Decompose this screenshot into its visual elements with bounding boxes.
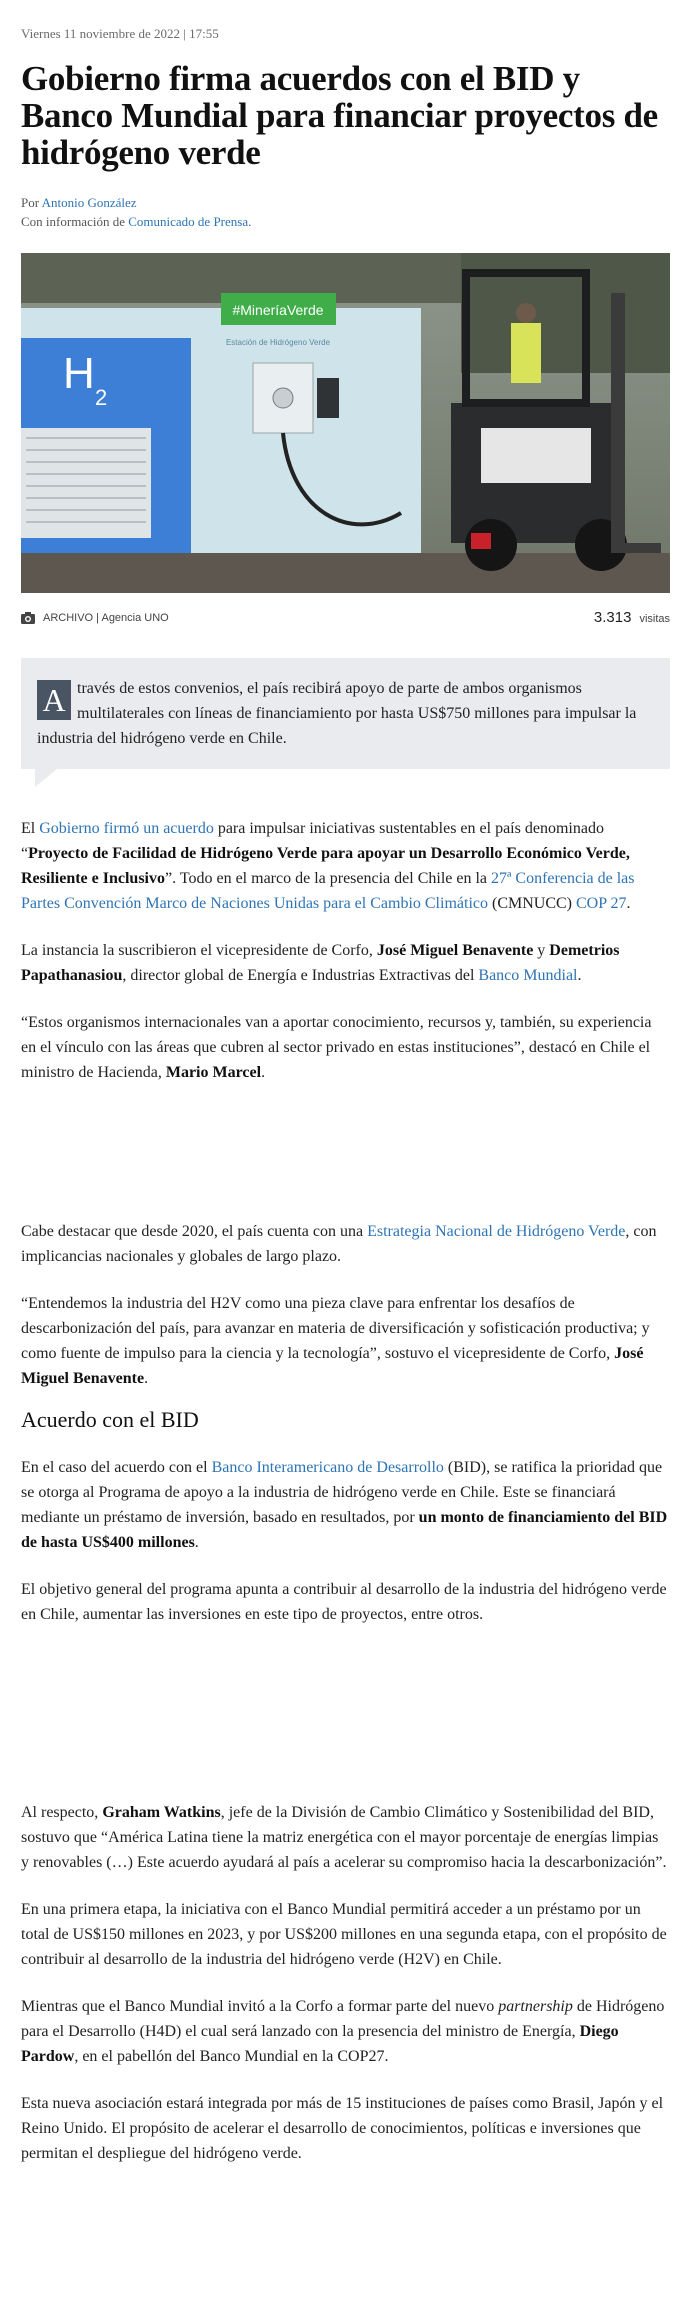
byline-por: Por: [21, 195, 40, 210]
name-benavente: José Miguel Benavente: [376, 942, 534, 959]
byline-info-prefix: Con información de: [21, 214, 125, 229]
paragraph-11: Esta nueva asociación estará integrada por más de 15 instituciones de países como Brasil, Japón y el Reino Unido. El propósito de acelerar el desarrollo de conocimientos, políticas e inversiones que permitan el despliegue del hidrógeno verde.: [21, 2095, 664, 2162]
publish-date: Viernes 11 noviembre de 2022 | 17:55: [21, 26, 219, 41]
press-release-link[interactable]: Comunicado de Prensa: [128, 214, 249, 229]
project-name: Proyecto de Facilidad de Hidrógeno Verde para apoyar un Desarrollo Económico Verde, Resiliente e Inclusivo: [21, 845, 630, 887]
photo-illustration: [21, 253, 670, 593]
author-link[interactable]: Antonio González: [41, 195, 137, 210]
name-papathanasiou: Demetrios Papathanasiou: [21, 942, 620, 984]
paragraph-9: En una primera etapa, la iniciativa con el Banco Mundial permitirá acceder a un préstamo por un total de US$150 millones en 2023, y por US$200 millones en una segunda etapa, con el propósito de contribuir al desarrollo de la industria del hidrógeno verde (H2V) en Chile.: [21, 1901, 667, 1968]
paragraph-8: Al respecto, Graham Watkins, jefe de la División de Cambio Climático y Sostenibilidad del BID, sostuvo que “América Latina tiene la matriz energética con el mayor porcentaje de energías limpias y renovables (…) Este acuerdo ayudará al país a acelerar su compromiso hacia la descarbonización”.: [21, 1804, 667, 1871]
paragraph-5: “Entendemos la industria del H2V como una pieza clave para enfrentar los desafíos de descarbonización del país, para avanzar en materia de diversificación y sofisticación productiva; y como fuente de impulso para la ciencia y la tecnología”, sostuvo el vicepresidente de Corfo, José Miguel Benavente.: [21, 1295, 650, 1387]
bid-amount: un monto de financiamiento del BID de hasta US$400 millones: [21, 1509, 668, 1551]
paragraph-6: En el caso del acuerdo con el Banco Interamericano de Desarrollo (BID), se ratifica la prioridad que se otorga al Programa de apoyo a la industria de hidrógeno verde en Chile. Este se financiará mediante un préstamo de inversión, basado en resultados, por un monto de financiamiento del BID de hasta US$400 millones.: [21, 1459, 668, 1551]
article: [0, 26, 691, 2166]
name-pardow: Diego Pardow: [21, 2023, 619, 2065]
lead-dropcap: A: [37, 680, 71, 720]
link-bid[interactable]: Banco Interamericano de Desarrollo: [211, 1459, 444, 1476]
h2-letter: H: [63, 349, 95, 398]
link-banco-mundial[interactable]: Banco Mundial: [478, 967, 578, 984]
paragraph-3: “Estos organismos internacionales van a aportar conocimiento, recursos y, también, su experiencia en el vínculo con las áreas que cubren al sector privado en estas instituciones”, destacó en Chile el ministro de Hacienda, Mario Marcel.: [21, 1014, 652, 1081]
camera-icon: [21, 612, 35, 624]
lead-text: través de estos convenios, el país recibirá apoyo de parte de ambos organismos multilaterales con líneas de financiamiento por hasta US$750 millones para impulsar la industria del hidrógeno verde en Chile.: [37, 680, 637, 747]
byline-info-suffix: .: [248, 214, 252, 229]
name-marcel: Mario Marcel: [165, 1064, 262, 1081]
station-text: Estación de Hidrógeno Verde: [225, 338, 331, 347]
byline: [21, 193, 670, 231]
link-conferencia[interactable]: 27ª Conferencia de las Partes Convención Marco de Naciones Unidas para el Cambio Climático: [21, 870, 635, 912]
paragraph-7: El objetivo general del programa apunta a contribuir al desarrollo de la industria del hidrógeno verde en Chile, aumentar las inversiones en este tipo de proyectos, entre otros.: [21, 1581, 667, 1623]
article-title: Gobierno firma acuerdos con el BID y Banco Mundial para financiar proyectos de hidrógeno verde: [21, 59, 658, 172]
article-lead: [21, 658, 670, 769]
paragraph-10: Mientras que el Banco Mundial invitó a la Corfo a formar parte del nuevo partnership de Hidrógeno para el Desarrollo (H4D) el cual será lanzado con la presencia del ministro de Energía, Diego Pardow, en el pabellón del Banco Mundial en la COP27.: [21, 1998, 665, 2065]
paragraph-4: Cabe destacar que desde 2020, el país cuenta con una Estrategia Nacional de Hidrógeno Verde, con implicancias nacionales y globales de largo plazo.: [21, 1223, 657, 1265]
visit-count: 3.313: [593, 609, 632, 626]
h2-subscript: 2: [95, 385, 108, 410]
paragraph-2: La instancia la suscribieron el vicepresidente de Corfo, José Miguel Benavente y Demetrios Papathanasiou, director global de Energía e Industrias Extractivas del Banco Mundial.: [21, 942, 620, 984]
name-benavente-2: José Miguel Benavente: [21, 1345, 644, 1387]
partnership-word: partnership: [498, 1998, 573, 2015]
name-watkins: Graham Watkins: [102, 1804, 221, 1821]
ad-space-1: [21, 1085, 670, 1197]
visit-label: visitas: [639, 613, 670, 625]
article-photo: [21, 253, 670, 593]
article-body: [21, 816, 670, 2166]
paragraph-1: El Gobierno firmó un acuerdo para impulsar iniciativas sustentables en el país denominado “Proyecto de Facilidad de Hidrógeno Verde para apoyar un Desarrollo Económico Verde, Resiliente e Inclusivo”. Todo en el marco de la presencia del Chile en la 27ª Conferencia de las Partes Convención Marco de Naciones Unidas para el Cambio Climático (CMNUCC) COP 27.: [21, 820, 635, 912]
visit-counter: [594, 609, 670, 626]
photo-credit-text: ARCHIVO | Agencia UNO: [43, 611, 169, 624]
section-heading-bid: Acuerdo con el BID: [21, 1407, 199, 1432]
link-estrategia-nacional[interactable]: Estrategia Nacional de Hidrógeno Verde: [367, 1223, 626, 1240]
sign-text: #MineríaVerde: [232, 302, 324, 318]
link-cop27[interactable]: COP 27: [576, 895, 627, 912]
ad-space-2: [21, 1627, 670, 1778]
link-gobierno-acuerdo[interactable]: Gobierno firmó un acuerdo: [39, 820, 214, 837]
photo-meta-bar: [21, 609, 670, 626]
photo-credit: [21, 612, 169, 624]
